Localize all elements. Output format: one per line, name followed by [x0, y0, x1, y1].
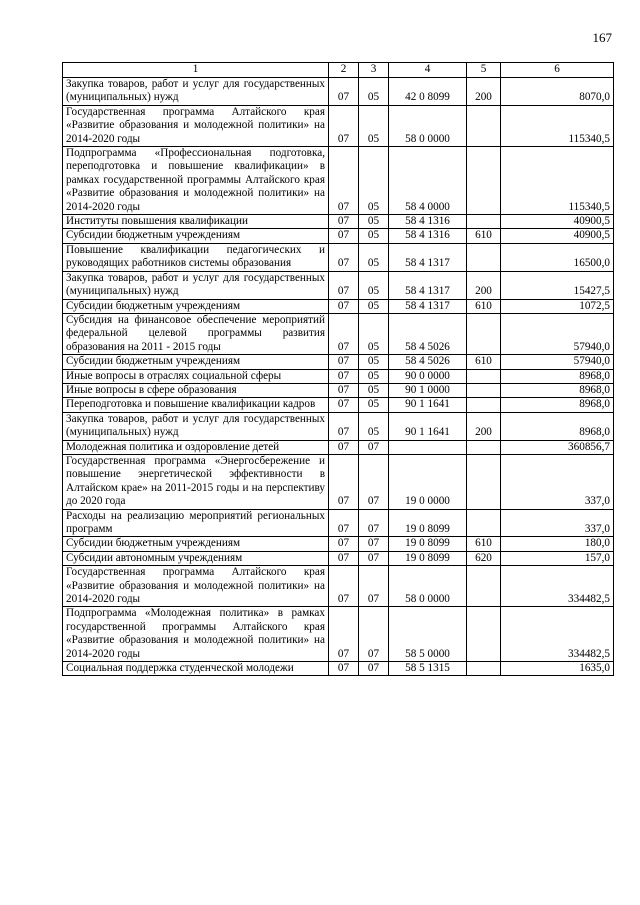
target-article-cell: 58 4 1317	[389, 299, 467, 313]
section-code-cell: 07	[329, 355, 359, 369]
table-row	[63, 299, 614, 313]
table-row	[63, 662, 614, 676]
table-row	[63, 551, 614, 565]
table-row	[63, 454, 614, 509]
subsection-code-cell: 05	[359, 78, 389, 106]
row-name-cell: Иные вопросы в отраслях социальной сферы	[63, 369, 329, 383]
subsection-code-cell: 05	[359, 398, 389, 412]
section-code-cell: 07	[329, 369, 359, 383]
row-name-cell: Субсидии бюджетным учреждениям	[63, 355, 329, 369]
subsection-code-cell: 07	[359, 440, 389, 454]
expense-type-cell	[467, 509, 501, 537]
target-article-cell: 19 0 8099	[389, 551, 467, 565]
section-code-cell: 07	[329, 147, 359, 215]
table-row	[63, 243, 614, 271]
column-header: 5	[467, 63, 501, 78]
expense-type-cell	[467, 215, 501, 229]
row-name-cell: Институты повышения квалификации	[63, 215, 329, 229]
target-article-cell: 58 4 5026	[389, 355, 467, 369]
subsection-code-cell: 05	[359, 271, 389, 299]
subsection-code-cell: 05	[359, 412, 389, 440]
amount-cell: 337,0	[501, 509, 614, 537]
section-code-cell: 07	[329, 383, 359, 397]
expense-type-cell	[467, 454, 501, 509]
amount-cell: 8968,0	[501, 369, 614, 383]
row-name-cell: Государственная программа Алтайского края «Развитие образования и молодежной политики» на 2014-2020 годы	[63, 566, 329, 607]
target-article-cell: 58 4 1317	[389, 243, 467, 271]
subsection-code-cell: 05	[359, 105, 389, 146]
section-code-cell: 07	[329, 243, 359, 271]
expense-type-cell	[467, 566, 501, 607]
subsection-code-cell: 05	[359, 243, 389, 271]
expense-type-cell: 610	[467, 537, 501, 551]
table-row	[63, 271, 614, 299]
expense-type-cell	[467, 440, 501, 454]
section-code-cell: 07	[329, 509, 359, 537]
amount-cell: 40900,5	[501, 229, 614, 243]
target-article-cell: 90 1 1641	[389, 398, 467, 412]
amount-cell: 180,0	[501, 537, 614, 551]
table-row	[63, 355, 614, 369]
table-row	[63, 369, 614, 383]
section-code-cell: 07	[329, 215, 359, 229]
subsection-code-cell: 07	[359, 607, 389, 662]
target-article-cell: 19 0 8099	[389, 537, 467, 551]
amount-cell: 8968,0	[501, 383, 614, 397]
row-name-cell: Иные вопросы в сфере образования	[63, 383, 329, 397]
amount-cell: 15427,5	[501, 271, 614, 299]
row-name-cell: Субсидии автономным учреждениям	[63, 551, 329, 565]
column-header: 2	[329, 63, 359, 78]
subsection-code-cell: 07	[359, 566, 389, 607]
table-row	[63, 566, 614, 607]
row-name-cell: Закупка товаров, работ и услуг для государственных (муниципальных) нужд	[63, 271, 329, 299]
section-code-cell: 07	[329, 412, 359, 440]
table-row	[63, 607, 614, 662]
amount-cell: 8968,0	[501, 398, 614, 412]
subsection-code-cell: 07	[359, 551, 389, 565]
table-row	[63, 537, 614, 551]
target-article-cell: 58 0 0000	[389, 566, 467, 607]
expense-type-cell: 610	[467, 299, 501, 313]
subsection-code-cell: 05	[359, 313, 389, 354]
row-name-cell: Социальная поддержка студенческой молодежи	[63, 662, 329, 676]
section-code-cell: 07	[329, 551, 359, 565]
subsection-code-cell: 05	[359, 229, 389, 243]
expense-type-cell	[467, 662, 501, 676]
subsection-code-cell: 05	[359, 369, 389, 383]
column-header: 1	[63, 63, 329, 78]
expense-type-cell	[467, 313, 501, 354]
subsection-code-cell: 07	[359, 509, 389, 537]
table-row	[63, 147, 614, 215]
table-row	[63, 440, 614, 454]
expense-type-cell: 610	[467, 229, 501, 243]
expense-type-cell	[467, 147, 501, 215]
amount-cell: 16500,0	[501, 243, 614, 271]
section-code-cell: 07	[329, 440, 359, 454]
amount-cell: 157,0	[501, 551, 614, 565]
section-code-cell: 07	[329, 105, 359, 146]
section-code-cell: 07	[329, 537, 359, 551]
amount-cell: 334482,5	[501, 566, 614, 607]
amount-cell: 8070,0	[501, 78, 614, 106]
amount-cell: 1635,0	[501, 662, 614, 676]
expense-type-cell	[467, 398, 501, 412]
section-code-cell: 07	[329, 299, 359, 313]
section-code-cell: 07	[329, 229, 359, 243]
target-article-cell: 42 0 8099	[389, 78, 467, 106]
target-article-cell: 58 4 1316	[389, 229, 467, 243]
target-article-cell: 90 0 0000	[389, 369, 467, 383]
table-row	[63, 509, 614, 537]
target-article-cell: 58 5 1315	[389, 662, 467, 676]
subsection-code-cell: 05	[359, 215, 389, 229]
row-name-cell: Молодежная политика и оздоровление детей	[63, 440, 329, 454]
table-row	[63, 105, 614, 146]
subsection-code-cell: 05	[359, 383, 389, 397]
table-row	[63, 78, 614, 106]
row-name-cell: Субсидия на финансовое обеспечение мероприятий федеральной целевой программы развития образования на 2011 - 2015 годы	[63, 313, 329, 354]
row-name-cell: Подпрограмма «Молодежная политика» в рамках государственной программы Алтайского края «Развитие образования и молодежной политики» на 2014-2020 годы	[63, 607, 329, 662]
amount-cell: 1072,5	[501, 299, 614, 313]
amount-cell: 40900,5	[501, 215, 614, 229]
row-name-cell: Субсидии бюджетным учреждениям	[63, 299, 329, 313]
table-row	[63, 215, 614, 229]
amount-cell: 115340,5	[501, 147, 614, 215]
amount-cell: 57940,0	[501, 355, 614, 369]
target-article-cell: 58 4 5026	[389, 313, 467, 354]
table-row	[63, 229, 614, 243]
section-code-cell: 07	[329, 662, 359, 676]
expense-type-cell: 200	[467, 412, 501, 440]
subsection-code-cell: 05	[359, 355, 389, 369]
amount-cell: 360856,7	[501, 440, 614, 454]
amount-cell: 8968,0	[501, 412, 614, 440]
row-name-cell: Подпрограмма «Профессиональная подготовка, переподготовка и повышение квалификации» в рамках государственной программы Алтайского края «Развитие образования и молодежной политики» на 2014-2020 годы	[63, 147, 329, 215]
expense-type-cell	[467, 105, 501, 146]
target-article-cell: 58 0 0000	[389, 105, 467, 146]
section-code-cell: 07	[329, 313, 359, 354]
expense-type-cell	[467, 243, 501, 271]
target-article-cell: 58 4 1317	[389, 271, 467, 299]
expense-type-cell: 610	[467, 355, 501, 369]
section-code-cell: 07	[329, 454, 359, 509]
expense-type-cell: 620	[467, 551, 501, 565]
row-name-cell: Субсидии бюджетным учреждениям	[63, 537, 329, 551]
target-article-cell: 58 4 0000	[389, 147, 467, 215]
subsection-code-cell: 07	[359, 454, 389, 509]
expense-type-cell	[467, 383, 501, 397]
expense-type-cell: 200	[467, 271, 501, 299]
row-name-cell: Переподготовка и повышение квалификации кадров	[63, 398, 329, 412]
column-header: 4	[389, 63, 467, 78]
amount-cell: 57940,0	[501, 313, 614, 354]
target-article-cell: 19 0 8099	[389, 509, 467, 537]
target-article-cell: 90 1 1641	[389, 412, 467, 440]
target-article-cell: 19 0 0000	[389, 454, 467, 509]
section-code-cell: 07	[329, 78, 359, 106]
expense-type-cell	[467, 369, 501, 383]
page-number: 167	[592, 30, 612, 45]
subsection-code-cell: 07	[359, 662, 389, 676]
amount-cell: 337,0	[501, 454, 614, 509]
column-header: 6	[501, 63, 614, 78]
row-name-cell: Государственная программа «Энергосбережение и повышение энергетической эффективности в Алтайском крае» на 2011-2015 годы и на перспективу до 2020 года	[63, 454, 329, 509]
table-row	[63, 383, 614, 397]
section-code-cell: 07	[329, 271, 359, 299]
row-name-cell: Субсидии бюджетным учреждениям	[63, 229, 329, 243]
expense-type-cell	[467, 607, 501, 662]
row-name-cell: Закупка товаров, работ и услуг для государственных (муниципальных) нужд	[63, 412, 329, 440]
target-article-cell: 58 5 0000	[389, 607, 467, 662]
table-row	[63, 398, 614, 412]
column-header: 3	[359, 63, 389, 78]
amount-cell: 115340,5	[501, 105, 614, 146]
row-name-cell: Государственная программа Алтайского края «Развитие образования и молодежной политики» на 2014-2020 годы	[63, 105, 329, 146]
row-name-cell: Повышение квалификации педагогических и руководящих работников системы образования	[63, 243, 329, 271]
section-code-cell: 07	[329, 566, 359, 607]
amount-cell: 334482,5	[501, 607, 614, 662]
expense-type-cell: 200	[467, 78, 501, 106]
subsection-code-cell: 05	[359, 147, 389, 215]
target-article-cell	[389, 440, 467, 454]
subsection-code-cell: 05	[359, 299, 389, 313]
table-row	[63, 313, 614, 354]
target-article-cell: 58 4 1316	[389, 215, 467, 229]
row-name-cell: Закупка товаров, работ и услуг для государственных (муниципальных) нужд	[63, 78, 329, 106]
subsection-code-cell: 07	[359, 537, 389, 551]
budget-table	[62, 62, 614, 676]
section-code-cell: 07	[329, 398, 359, 412]
section-code-cell: 07	[329, 607, 359, 662]
table-header-row	[63, 63, 614, 78]
row-name-cell: Расходы на реализацию мероприятий региональных программ	[63, 509, 329, 537]
target-article-cell: 90 1 0000	[389, 383, 467, 397]
table-row	[63, 412, 614, 440]
